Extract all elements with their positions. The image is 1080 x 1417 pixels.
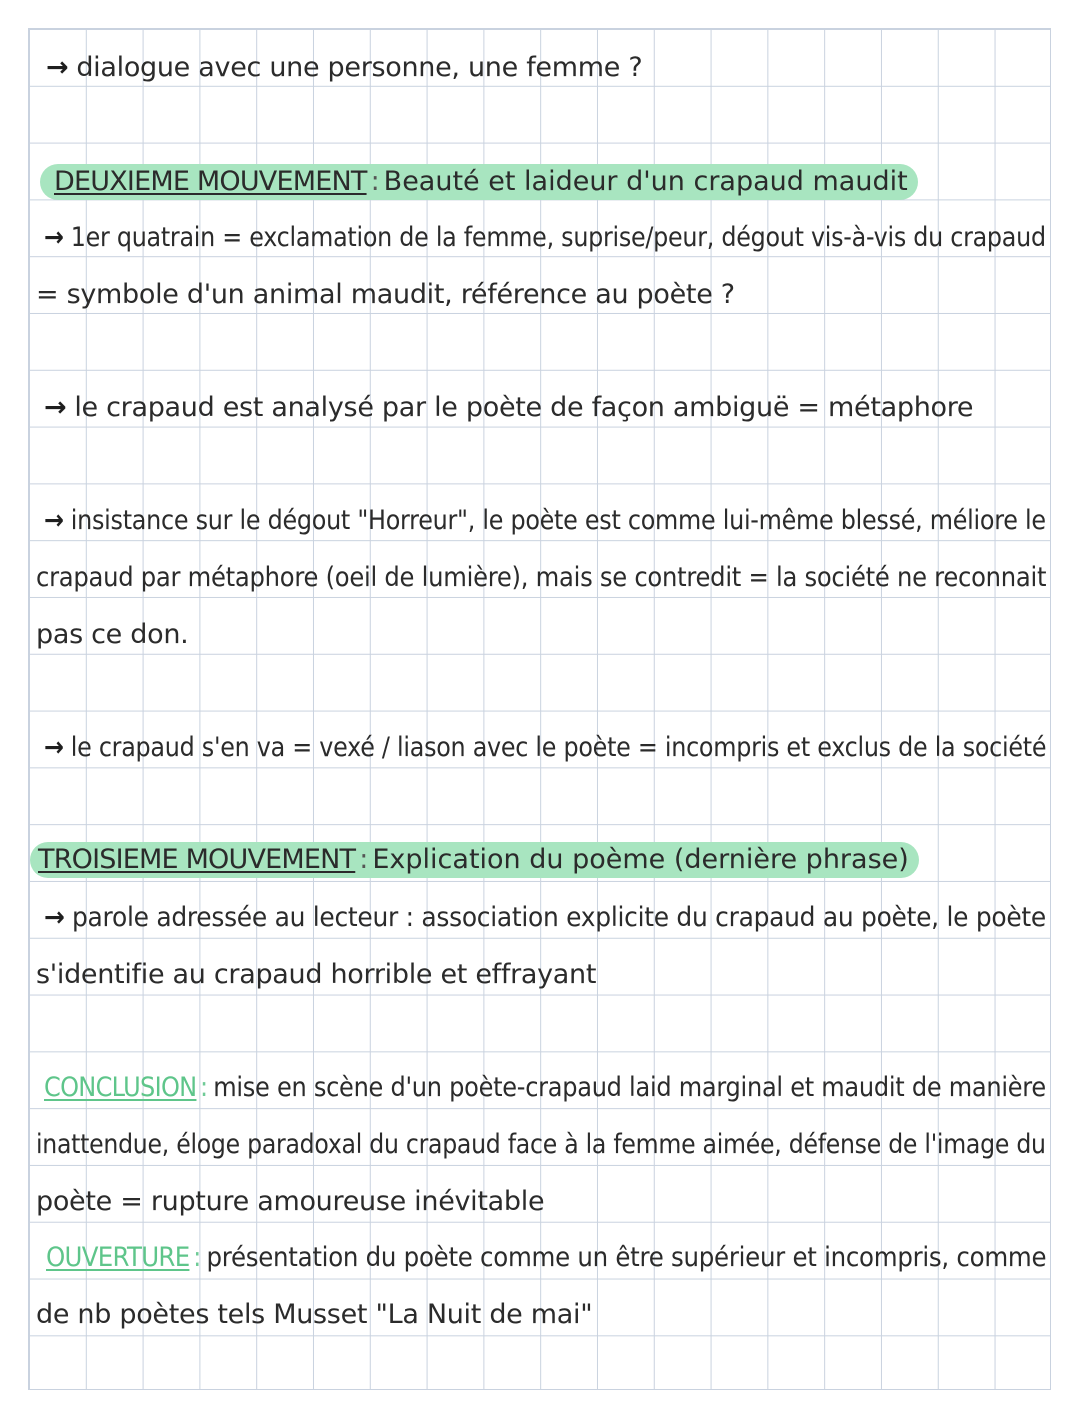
- heading-colon: :: [370, 166, 380, 197]
- note-text: mise en scène d'un poète-crapaud laid marginal et maudit de manière: [213, 1072, 1046, 1103]
- ouverture-label: OUVERTURE: [46, 1242, 190, 1273]
- note-text: le crapaud s'en va = vexé / liason avec le poète = incompris et exclus de la société: [70, 732, 1047, 763]
- note-text: s'identifie au crapaud horrible et effrayant: [36, 959, 597, 990]
- note-line: [36, 1295, 592, 1335]
- arrow-icon: →: [46, 52, 69, 83]
- heading-label: TROISIEME MOUVEMENT: [38, 844, 356, 875]
- note-line: [44, 218, 1046, 258]
- conclusion-colon: :: [200, 1072, 208, 1103]
- heading-highlight: [40, 164, 918, 200]
- note-text: = symbole d'un animal maudit, référence au poète ?: [36, 279, 735, 310]
- arrow-icon: →: [44, 392, 67, 423]
- arrow-icon: →: [44, 505, 64, 536]
- arrow-icon: →: [44, 902, 65, 933]
- arrow-icon: →: [44, 222, 64, 253]
- conclusion-line: [44, 1068, 1046, 1108]
- note-text: dialogue avec une personne, une femme ?: [76, 52, 643, 83]
- note-text: présentation du poète comme un être supérieur et incompris, comme: [206, 1242, 1047, 1273]
- note-text: parole adressée au lecteur : association explicite du crapaud au poète, le poète: [72, 902, 1046, 933]
- section-heading-deuxieme: [40, 164, 918, 200]
- heading-highlight: [30, 842, 919, 878]
- note-text: crapaud par métaphore (oeil de lumière), mais se contredit = la société ne reconnait: [36, 562, 1047, 593]
- note-text: 1er quatrain = exclamation de la femme, suprise/peur, dégout vis-à-vis du crapaud: [70, 222, 1046, 253]
- note-text: poète = rupture amoureuse inévitable: [36, 1186, 545, 1217]
- note-text: insistance sur le dégout "Horreur", le poète est comme lui-même blessé, méliore le: [70, 505, 1046, 536]
- conclusion-label: CONCLUSION: [44, 1072, 197, 1103]
- note-line: [36, 1125, 1046, 1165]
- note-text: le crapaud est analysé par le poète de façon ambiguë = métaphore: [74, 392, 974, 423]
- note-line: [44, 898, 1046, 938]
- heading-colon: :: [359, 844, 369, 875]
- heading-title: Explication du poème (dernière phrase): [372, 844, 909, 875]
- ouverture-line: [46, 1238, 1046, 1278]
- heading-title: Beauté et laideur d'un crapaud maudit: [383, 166, 908, 197]
- note-text: de nb poètes tels Musset "La Nuit de mai": [36, 1299, 593, 1330]
- note-line: [36, 955, 596, 995]
- arrow-icon: →: [44, 732, 64, 763]
- note-line: [36, 615, 188, 655]
- note-line: [46, 48, 642, 88]
- section-heading-troisieme: [30, 842, 919, 878]
- note-line: [36, 1182, 544, 1222]
- note-line: [44, 501, 1046, 541]
- ouverture-colon: :: [193, 1242, 202, 1273]
- note-line: [44, 728, 1046, 768]
- note-line: [36, 558, 1046, 598]
- note-line: [36, 275, 735, 315]
- note-line: [44, 388, 973, 428]
- note-text: pas ce don.: [36, 619, 189, 650]
- note-text: inattendue, éloge paradoxal du crapaud face à la femme aimée, défense de l'image du: [36, 1129, 1046, 1160]
- heading-label: DEUXIEME MOUVEMENT: [54, 166, 367, 197]
